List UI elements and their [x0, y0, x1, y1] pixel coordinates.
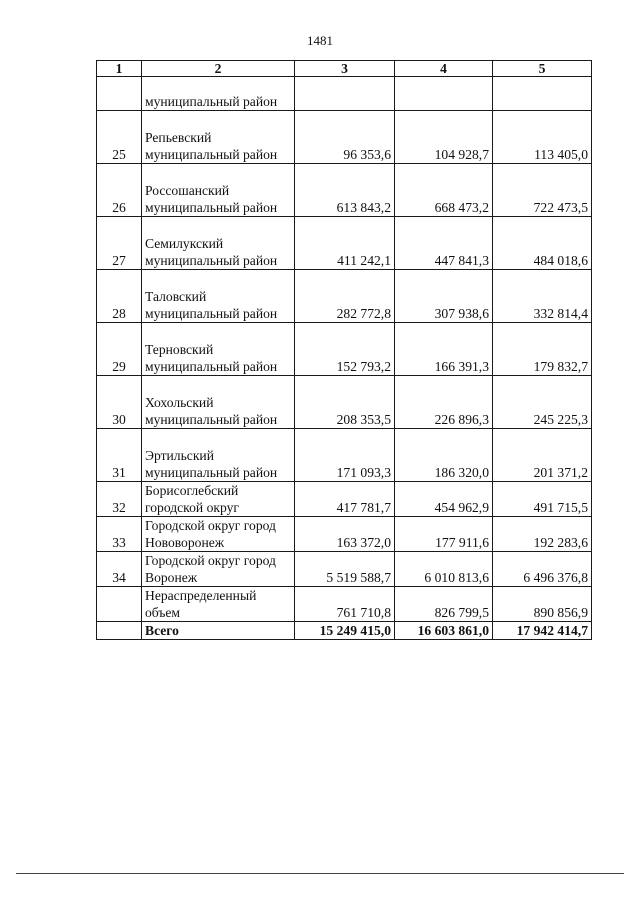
total-col4-value: 16 603 861,0	[395, 622, 493, 640]
table-row	[97, 270, 592, 323]
row-number: 25	[97, 111, 142, 164]
municipality-name: Эртильский муниципальный район	[142, 429, 295, 482]
table-row	[97, 517, 592, 552]
col4-value: 177 911,6	[395, 517, 493, 552]
col5-value: 484 018,6	[493, 217, 592, 270]
municipality-name: Городской округ город Нововоронеж	[142, 517, 295, 552]
col3-value: 282 772,8	[295, 270, 395, 323]
row-number: 27	[97, 217, 142, 270]
col4-value: 668 473,2	[395, 164, 493, 217]
col3-value: 411 242,1	[295, 217, 395, 270]
row-number: 29	[97, 323, 142, 376]
col4-value: 447 841,3	[395, 217, 493, 270]
col4-value: 104 928,7	[395, 111, 493, 164]
municipality-name: Хохольский муниципальный район	[142, 376, 295, 429]
table-row	[97, 217, 592, 270]
col4-value: 6 010 813,6	[395, 552, 493, 587]
municipality-name: Борисоглебский городской округ	[142, 482, 295, 517]
total-num-cell	[97, 622, 142, 640]
row-number	[97, 77, 142, 111]
col5-value: 245 225,3	[493, 376, 592, 429]
col3-value: 171 093,3	[295, 429, 395, 482]
total-col3-value: 15 249 415,0	[295, 622, 395, 640]
row-number: 30	[97, 376, 142, 429]
col5-value: 332 814,4	[493, 270, 592, 323]
table-row	[97, 111, 592, 164]
col4-value	[395, 77, 493, 111]
col3-value: 208 353,5	[295, 376, 395, 429]
row-number: 33	[97, 517, 142, 552]
budget-table	[96, 60, 592, 640]
col4-value: 166 391,3	[395, 323, 493, 376]
col4-value: 826 799,5	[395, 587, 493, 622]
col3-value	[295, 77, 395, 111]
bottom-divider	[16, 873, 624, 874]
municipality-name: Городской округ город Воронеж	[142, 552, 295, 587]
municipality-name: Семилукский муниципальный район	[142, 217, 295, 270]
table-row	[97, 376, 592, 429]
col3-value: 613 843,2	[295, 164, 395, 217]
col3-value: 152 793,2	[295, 323, 395, 376]
col3-value: 417 781,7	[295, 482, 395, 517]
municipality-name: Таловский муниципальный район	[142, 270, 295, 323]
table-row	[97, 77, 592, 111]
column-header: 1	[97, 61, 142, 77]
col4-value: 186 320,0	[395, 429, 493, 482]
col5-value: 192 283,6	[493, 517, 592, 552]
table-row	[97, 587, 592, 622]
col3-value: 96 353,6	[295, 111, 395, 164]
column-header: 2	[142, 61, 295, 77]
col5-value	[493, 77, 592, 111]
col5-value: 113 405,0	[493, 111, 592, 164]
col3-value: 761 710,8	[295, 587, 395, 622]
col3-value: 5 519 588,7	[295, 552, 395, 587]
municipality-name: Репьевский муниципальный район	[142, 111, 295, 164]
row-number: 34	[97, 552, 142, 587]
col5-value: 890 856,9	[493, 587, 592, 622]
col5-value: 722 473,5	[493, 164, 592, 217]
total-row	[97, 622, 592, 640]
table-body	[97, 77, 592, 640]
col4-value: 454 962,9	[395, 482, 493, 517]
table-row	[97, 482, 592, 517]
total-label: Всего	[142, 622, 295, 640]
col5-value: 6 496 376,8	[493, 552, 592, 587]
column-header: 5	[493, 61, 592, 77]
municipality-name: Терновский муниципальный район	[142, 323, 295, 376]
col4-value: 226 896,3	[395, 376, 493, 429]
col3-value: 163 372,0	[295, 517, 395, 552]
municipality-name: Нераспределенный объем	[142, 587, 295, 622]
row-number: 31	[97, 429, 142, 482]
row-number: 28	[97, 270, 142, 323]
table-row	[97, 323, 592, 376]
column-header: 4	[395, 61, 493, 77]
col4-value: 307 938,6	[395, 270, 493, 323]
page-number: 1481	[307, 33, 333, 48]
table-row	[97, 164, 592, 217]
row-number	[97, 587, 142, 622]
table-header-row	[97, 61, 592, 77]
table-row	[97, 429, 592, 482]
municipality-name: Россошанский муниципальный район	[142, 164, 295, 217]
col5-value: 491 715,5	[493, 482, 592, 517]
municipality-name: муниципальный район	[142, 77, 295, 111]
col5-value: 179 832,7	[493, 323, 592, 376]
table-row	[97, 552, 592, 587]
col5-value: 201 371,2	[493, 429, 592, 482]
total-col5-value: 17 942 414,7	[493, 622, 592, 640]
row-number: 32	[97, 482, 142, 517]
row-number: 26	[97, 164, 142, 217]
column-header: 3	[295, 61, 395, 77]
